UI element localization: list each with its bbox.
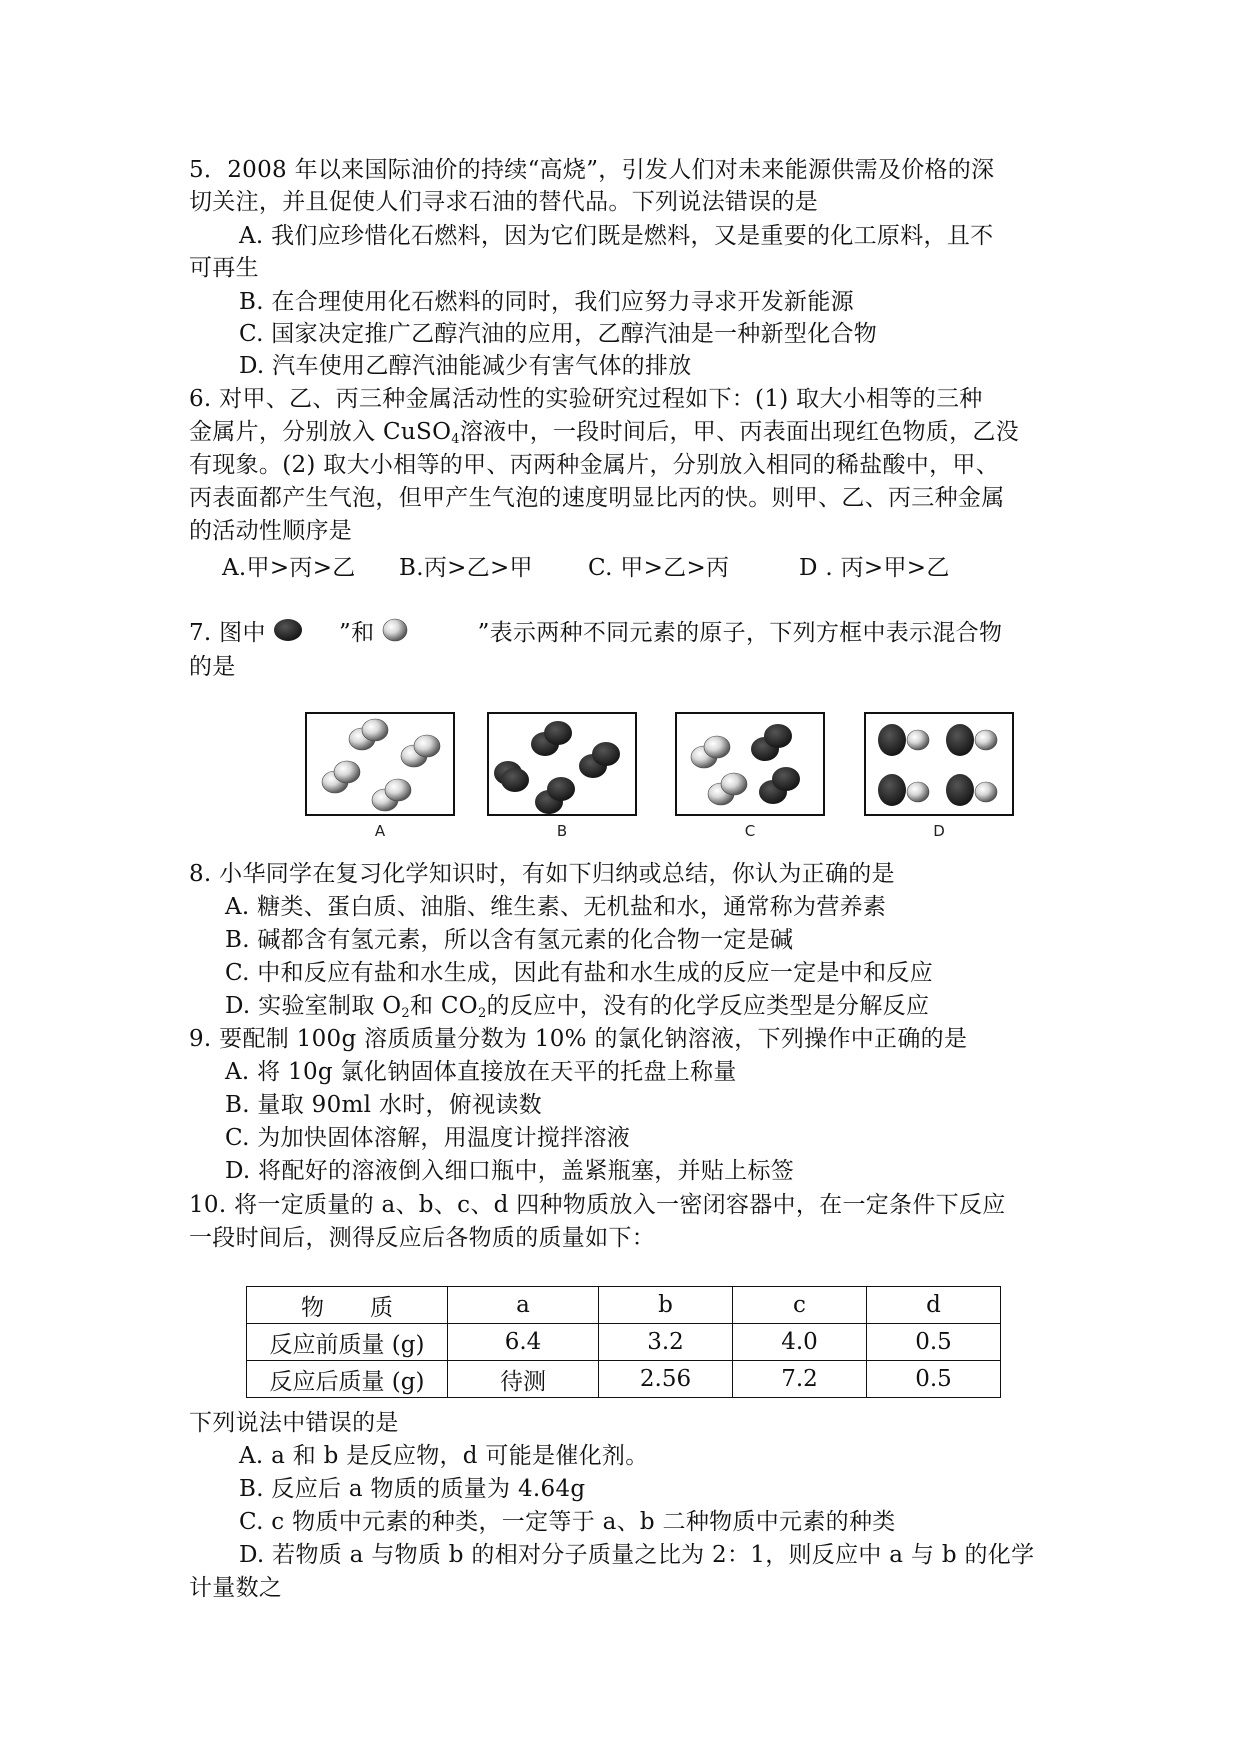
q8-option-c: C. 中和反应有盐和水生成，因此有盐和水生成的反应一定是中和反应: [225, 960, 933, 986]
gray-atom-icon: [382, 618, 408, 650]
table-header-cell: a: [448, 1287, 599, 1324]
q5-option-d: D. 汽车使用乙醇汽油能减少有害气体的排放: [239, 353, 692, 379]
q5-stem-line1: 5．2008 年以来国际油价的持续“高烧”，引发人们对未来能源供需及价格的深: [189, 157, 995, 183]
q10-option-d-line2: 计量数之: [189, 1575, 283, 1601]
q6-option-d: D . 丙>甲>乙: [799, 555, 950, 581]
q5-option-c: C. 国家决定推广乙醇汽油的应用，乙醇汽油是一种新型化合物: [239, 321, 878, 347]
table-header-cell: d: [867, 1287, 1001, 1324]
q8-option-b: B. 碱都含有氢元素，所以含有氢元素的化合物一定是碱: [225, 927, 794, 953]
q6-line2: 金属片，分别放入 CuSO$_4$溶液中，一段时间后，甲、丙表面出现红色物质，乙没: [189, 419, 1020, 447]
q6-option-b: B.丙>乙>甲: [399, 555, 533, 581]
q9-option-a: A. 将 10g 氯化钠固体直接放在天平的托盘上称量: [225, 1059, 737, 1085]
q8-option-a: A. 糖类、蛋白质、油脂、维生素、无机盐和水，通常称为营养素: [225, 894, 887, 920]
q9-option-d: D. 将配好的溶液倒入细口瓶中，盖紧瓶塞，并贴上标签: [225, 1158, 795, 1184]
q10-option-b: B. 反应后 a 物质的质量为 4.64g: [239, 1476, 586, 1502]
q6-option-a: A.甲>丙>乙: [222, 555, 356, 581]
q9-option-c: C. 为加快固体溶解，用温度计搅拌溶液: [225, 1125, 631, 1151]
q5-option-a-line1: A. 我们应珍惜化石燃料，因为它们既是燃料，又是重要的化工原料，且不: [239, 223, 994, 249]
table-cell: 7.2: [733, 1361, 867, 1398]
dark-atom-icon: [273, 618, 303, 650]
q10-option-c: C. c 物质中元素的种类，一定等于 a、b 二种物质中元素的种类: [239, 1509, 896, 1535]
diagram-box-d: [864, 712, 1014, 840]
q10-option-a: A. a 和 b 是反应物，d 可能是催化剂。: [239, 1443, 649, 1469]
q7-stem-line1: 7. 图中 ”和 ”表示两种不同元素的原子，下列方框中表示混合物: [189, 618, 1002, 650]
table-cell: 0.5: [867, 1361, 1001, 1398]
table-cell: 2.56: [599, 1361, 733, 1398]
molecule-icon-c: [677, 714, 823, 814]
q6-line3: 有现象。(2) 取大小相等的甲、丙两种金属片，分别放入相同的稀盐酸中，甲、: [189, 452, 999, 478]
q6-line1: 6. 对甲、乙、丙三种金属活动性的实验研究过程如下：(1) 取大小相等的三种: [189, 386, 983, 412]
q8-option-d: D. 实验室制取 $O_2$和 $CO_2$的反应中，没有的化学反应类型是分解反应: [225, 993, 930, 1021]
q5-option-a-line2: 可再生: [189, 255, 259, 281]
q7-molecule-diagrams: [300, 712, 1020, 842]
table-cell: 反应前质量 (g): [247, 1324, 448, 1361]
q10-stem-line2: 一段时间后，测得反应后各物质的质量如下：: [189, 1225, 655, 1251]
table-cell: 3.2: [599, 1324, 733, 1361]
table-row: [247, 1324, 1001, 1361]
q10-stem-line1: 10. 将一定质量的 a、b、c、d 四种物质放入一密闭容器中，在一定条件下反应: [189, 1192, 1006, 1218]
mass-table: [246, 1286, 1001, 1398]
q5-option-b: B. 在合理使用化石燃料的同时，我们应努力寻求开发新能源: [239, 289, 854, 315]
q7-stem-line2: 的是: [189, 654, 236, 680]
q8-stem: 8. 小华同学在复习化学知识时，有如下归纳或总结，你认为正确的是: [189, 861, 895, 887]
q10-lead: 下列说法中错误的是: [189, 1410, 399, 1436]
q6-option-c: C. 甲>乙>丙: [588, 555, 730, 581]
molecule-icon-d: [866, 714, 1012, 814]
q6-line4: 丙表面都产生气泡，但甲产生气泡的速度明显比丙的快。则甲、乙、丙三种金属: [189, 485, 1005, 511]
diagram-label-d: D: [933, 822, 945, 840]
q10-option-d-line1: D. 若物质 a 与物质 b 的相对分子质量之比为 2：1，则反应中 a 与 b 的化学: [239, 1542, 1035, 1568]
molecule-icon-b: [489, 714, 635, 814]
diagram-label-c: C: [744, 822, 756, 840]
q9-option-b: B. 量取 90ml 水时，俯视读数: [225, 1092, 542, 1118]
molecule-icon-a: [307, 714, 453, 814]
table-cell: 6.4: [448, 1324, 599, 1361]
table-cell: 4.0: [733, 1324, 867, 1361]
diagram-box-c: [675, 712, 825, 840]
q9-stem: 9. 要配制 100g 溶质质量分数为 10% 的氯化钠溶液，下列操作中正确的是: [189, 1026, 968, 1052]
table-header-cell: b: [599, 1287, 733, 1324]
diagram-box-b: [487, 712, 637, 840]
table-row: [247, 1361, 1001, 1398]
diagram-box-a: [305, 712, 455, 840]
table-header-row: [247, 1287, 1001, 1324]
table-cell: 反应后质量 (g): [247, 1361, 448, 1398]
table-header-cell: 物 质: [247, 1287, 448, 1324]
table-header-cell: c: [733, 1287, 867, 1324]
q6-line5: 的活动性顺序是: [189, 518, 353, 544]
table-cell: 待测: [448, 1361, 599, 1398]
q5-stem-line2: 切关注，并且促使人们寻求石油的替代品。下列说法错误的是: [189, 189, 819, 215]
table-cell: 0.5: [867, 1324, 1001, 1361]
diagram-label-b: B: [556, 822, 568, 840]
diagram-label-a: A: [374, 822, 386, 840]
